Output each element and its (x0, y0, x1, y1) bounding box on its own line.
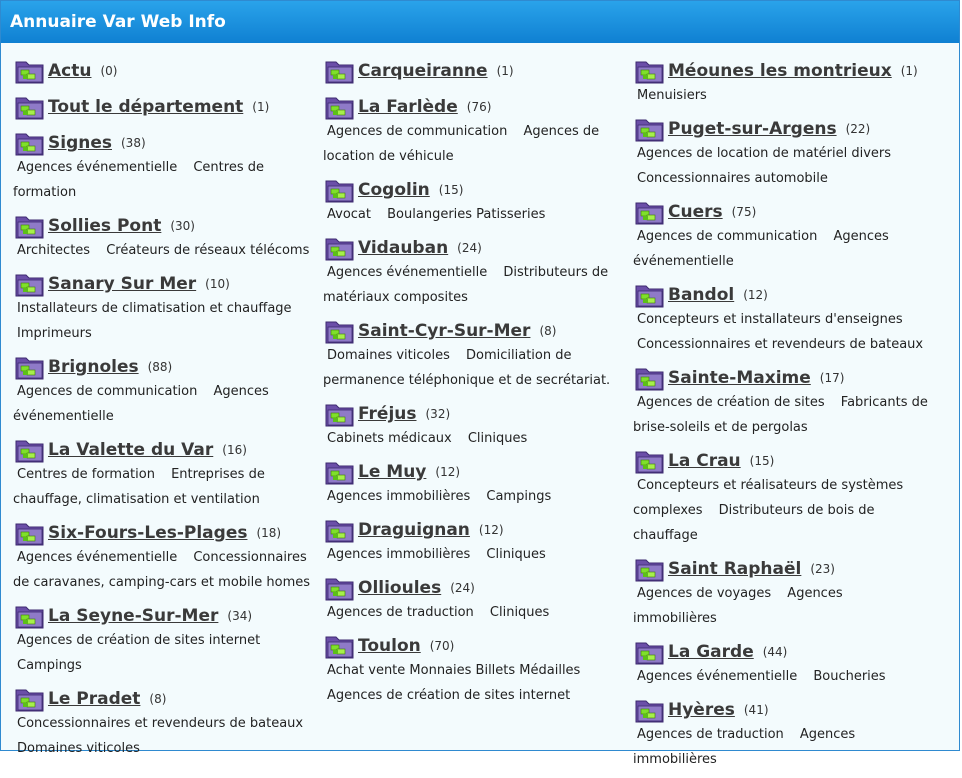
category-link[interactable]: Agences immobilières (327, 489, 471, 504)
city-link[interactable]: Draguignan (358, 520, 470, 540)
city-link[interactable]: Hyères (668, 700, 735, 720)
category-link[interactable]: Cabinets médicaux (327, 431, 452, 446)
entry-title-row (633, 554, 938, 584)
category-list (323, 119, 628, 169)
category-link[interactable]: Agences de traduction (637, 727, 784, 742)
category-link[interactable]: Cliniques (467, 431, 528, 446)
folder-icon[interactable] (325, 633, 355, 659)
category-list (13, 711, 318, 761)
folder-icon[interactable] (635, 282, 665, 308)
directory-entry (633, 280, 938, 357)
category-link[interactable]: Agences événementielle (17, 550, 178, 565)
category-link[interactable]: Agences événementielle (13, 384, 269, 424)
category-link[interactable]: Agences de communication (637, 229, 818, 244)
entry-title-row (323, 233, 628, 263)
category-link[interactable]: Concessionnaires de caravanes, camping-cars et mobile homes (13, 550, 311, 590)
entry-title-row (633, 695, 938, 725)
city-link[interactable]: Saint-Cyr-Sur-Mer (358, 321, 531, 341)
city-link[interactable]: Le Pradet (48, 689, 141, 709)
directory-column (13, 56, 318, 767)
entry-title-row (323, 92, 628, 122)
directory-entry (13, 684, 318, 761)
entry-count: (8) (539, 324, 557, 338)
city-link[interactable]: Fréjus (358, 404, 417, 424)
city-link[interactable]: Toulon (358, 636, 421, 656)
category-link[interactable]: Agences événementielle (327, 265, 488, 280)
category-list (323, 202, 628, 227)
entry-count: (15) (438, 183, 464, 197)
category-link[interactable]: Agences événementielle (17, 160, 178, 175)
city-link[interactable]: Signes (48, 133, 112, 153)
directory-entry (633, 446, 938, 548)
folder-icon[interactable] (15, 686, 45, 712)
category-link[interactable]: Entreprises de chauffage, climatisation et ventilation (13, 467, 265, 507)
category-link[interactable]: Créateurs de réseaux télécoms (106, 243, 310, 258)
category-list (633, 307, 938, 357)
category-link[interactable]: Cliniques (486, 547, 546, 562)
entry-count: (23) (810, 562, 835, 576)
category-link[interactable]: Architectes (17, 243, 91, 258)
city-link[interactable]: Ollioules (358, 578, 442, 598)
folder-icon[interactable] (635, 639, 665, 665)
folder-icon[interactable] (325, 235, 355, 261)
entry-title-row (13, 56, 318, 86)
entry-title-row (633, 56, 938, 86)
entry-count: (1) (900, 64, 918, 78)
folder-icon[interactable] (15, 271, 45, 297)
category-link[interactable]: Concessionnaires et revendeurs de bateaux (637, 337, 924, 352)
directory-entry (13, 128, 318, 205)
city-link[interactable]: La Garde (668, 642, 754, 662)
directory-entry (13, 352, 318, 429)
category-list (13, 462, 318, 512)
folder-icon[interactable] (635, 199, 665, 225)
directory-entry (633, 56, 938, 108)
category-list (633, 390, 938, 440)
entry-title-row (13, 601, 318, 631)
entry-count: (12) (435, 465, 461, 479)
entry-title-row (633, 114, 938, 144)
entry-title-row (323, 515, 628, 545)
category-link[interactable]: Agences de location de véhicule (323, 124, 600, 164)
directory-entry (323, 515, 628, 567)
entry-count: (34) (227, 609, 253, 623)
directory-entry (323, 233, 628, 310)
folder-icon[interactable] (635, 116, 665, 142)
category-link[interactable]: Installateurs de climatisation et chauffage (17, 301, 292, 316)
category-link[interactable]: Agences de location de matériel divers (637, 146, 892, 161)
directory-entry (633, 114, 938, 191)
category-list (633, 722, 938, 772)
category-link[interactable]: Agences immobilières (633, 727, 856, 767)
entry-title-row (323, 175, 628, 205)
folder-icon[interactable] (325, 401, 355, 427)
category-link[interactable]: Menuisiers (637, 88, 707, 103)
entry-count: (1) (496, 64, 514, 78)
category-list (13, 296, 318, 346)
directory-entry (323, 175, 628, 227)
category-link[interactable]: Campings (17, 658, 82, 673)
entry-count: (10) (205, 277, 230, 291)
entry-count: (88) (147, 360, 173, 374)
category-link[interactable]: Agences événementielle (633, 229, 889, 269)
category-list (323, 484, 628, 509)
directory-entry (13, 435, 318, 512)
city-link[interactable]: Puget-sur-Argens (668, 119, 837, 139)
directory-entry (633, 554, 938, 631)
category-link[interactable]: Agences de création de sites (637, 395, 825, 410)
entry-count: (32) (425, 407, 451, 421)
category-link[interactable]: Boucheries (813, 669, 886, 684)
folder-icon[interactable] (635, 697, 665, 723)
entry-title-row (13, 352, 318, 382)
category-link[interactable]: Agences de voyages (637, 586, 772, 601)
entry-count: (22) (845, 122, 871, 136)
entry-title-row (633, 280, 938, 310)
category-list (13, 238, 318, 263)
entry-title-row (323, 56, 628, 86)
entry-title-row (13, 518, 318, 548)
folder-icon[interactable] (325, 94, 355, 120)
folder-icon[interactable] (325, 177, 355, 203)
entry-count: (15) (749, 454, 775, 468)
entry-title-row (633, 446, 938, 476)
folder-icon[interactable] (15, 130, 45, 156)
entry-title-row (13, 684, 318, 714)
category-link[interactable]: Agences de traduction (327, 605, 474, 620)
category-link[interactable]: Campings (486, 489, 552, 504)
category-link[interactable]: Centres de formation (13, 160, 264, 200)
directory-entry (13, 601, 318, 678)
category-link[interactable]: Fabricants de brise-soleils et de pergolas (633, 395, 928, 435)
category-link[interactable]: Concessionnaires automobile (637, 171, 828, 186)
folder-icon[interactable] (325, 575, 355, 601)
category-link[interactable]: Cliniques (489, 605, 550, 620)
folder-icon[interactable] (635, 448, 665, 474)
city-link[interactable]: La Valette du Var (48, 440, 214, 460)
entry-title-row (323, 631, 628, 661)
category-list (323, 658, 628, 708)
city-link[interactable]: Brignoles (48, 357, 139, 377)
entry-count: (16) (222, 443, 247, 457)
category-link[interactable]: Agences de création de sites internet (327, 688, 571, 703)
category-list (323, 542, 628, 567)
city-link[interactable]: Carqueiranne (358, 61, 488, 81)
entry-count: (1) (252, 100, 270, 114)
category-link[interactable]: Distributeurs de bois de chauffage (633, 503, 875, 543)
folder-icon[interactable] (635, 365, 665, 391)
category-list (13, 155, 318, 205)
folder-icon[interactable] (15, 354, 45, 380)
category-list (633, 141, 938, 191)
category-link[interactable]: Domaines viticoles (17, 741, 140, 756)
entry-count: (24) (450, 581, 475, 595)
directory-entry (323, 92, 628, 169)
directory-entry (323, 573, 628, 625)
category-link[interactable]: Boulangeries Patisseries (387, 207, 546, 222)
entry-title-row (323, 399, 628, 429)
entry-count: (75) (731, 205, 757, 219)
entry-title-row (13, 269, 318, 299)
folder-icon[interactable] (15, 58, 45, 84)
directory-entry (13, 518, 318, 595)
city-link[interactable]: La Farlède (358, 97, 458, 117)
city-link[interactable]: Bandol (668, 285, 735, 305)
directory-entry (13, 92, 318, 122)
folder-icon[interactable] (325, 517, 355, 543)
entry-title-row (633, 363, 938, 393)
category-link[interactable]: Agences de création de sites internet (17, 633, 261, 648)
folder-icon[interactable] (325, 58, 355, 84)
panel-header: Annuaire Var Web Info (1, 1, 959, 43)
directory-entry (323, 56, 628, 86)
entry-title-row (13, 128, 318, 158)
entry-title-row (633, 637, 938, 667)
category-link[interactable]: Centres de formation (17, 467, 155, 482)
category-list (633, 224, 938, 274)
entry-count: (8) (149, 692, 167, 706)
entry-title-row (633, 197, 938, 227)
category-list (633, 473, 938, 548)
city-link[interactable]: Sainte-Maxime (668, 368, 811, 388)
folder-icon[interactable] (15, 520, 45, 546)
entry-count: (12) (478, 523, 504, 537)
category-list (633, 83, 938, 108)
entry-count: (30) (170, 219, 195, 233)
category-list (323, 426, 628, 451)
directory-entry (13, 56, 318, 86)
category-list (13, 628, 318, 678)
directory-entry (633, 637, 938, 689)
city-link[interactable]: Cuers (668, 202, 723, 222)
category-link[interactable]: Agences événementielle (637, 669, 798, 684)
category-link[interactable]: Agences immobilières (327, 547, 471, 562)
category-link[interactable]: Agences de communication (17, 384, 198, 399)
category-link[interactable]: Agences de communication (327, 124, 508, 139)
entry-count: (41) (743, 703, 769, 717)
entry-title-row (323, 573, 628, 603)
category-link[interactable]: Domiciliation de permanence téléphonique et de secrétariat. (323, 348, 611, 388)
folder-icon[interactable] (15, 94, 45, 120)
entry-title-row (13, 92, 318, 122)
directory-entry (323, 457, 628, 509)
category-list (13, 379, 318, 429)
entry-count: (38) (121, 136, 146, 150)
folder-icon[interactable] (325, 459, 355, 485)
entry-title-row (13, 435, 318, 465)
entry-title-row (323, 316, 628, 346)
city-link[interactable]: Cogolin (358, 180, 430, 200)
city-link[interactable]: La Seyne-Sur-Mer (48, 606, 219, 626)
directory-column (323, 56, 628, 714)
category-link[interactable]: Agences immobilières (633, 586, 843, 626)
folder-icon[interactable] (15, 603, 45, 629)
city-link[interactable]: Méounes les montrieux (668, 61, 892, 81)
city-link[interactable]: Actu (48, 61, 92, 81)
directory-entry (13, 269, 318, 346)
category-link[interactable]: Concepteurs et installateurs d'enseignes (637, 312, 903, 327)
directory-column (633, 56, 938, 778)
category-list (633, 664, 938, 689)
city-link[interactable]: Le Muy (358, 462, 427, 482)
city-link[interactable]: Saint Raphaël (668, 559, 802, 579)
category-list (13, 545, 318, 595)
category-link[interactable]: Concessionnaires et revendeurs de bateaux (17, 716, 304, 731)
entry-count: (76) (466, 100, 492, 114)
directory-entry (633, 363, 938, 440)
city-link[interactable]: Sollies Pont (48, 216, 162, 236)
entry-count: (17) (819, 371, 845, 385)
folder-icon[interactable] (15, 213, 45, 239)
directory-entry (633, 197, 938, 274)
entry-count: (24) (457, 241, 482, 255)
category-link[interactable]: Concepteurs et réalisateurs de systèmes complexes (633, 478, 904, 518)
category-list (323, 600, 628, 625)
folder-icon[interactable] (635, 556, 665, 582)
directory-entry (323, 399, 628, 451)
entry-count: (44) (762, 645, 788, 659)
city-link[interactable]: Vidauban (358, 238, 449, 258)
category-link[interactable]: Domaines viticoles (327, 348, 450, 363)
folder-icon[interactable] (325, 318, 355, 344)
directory-entry (323, 631, 628, 708)
city-link[interactable]: La Crau (668, 451, 741, 471)
entry-title-row (323, 457, 628, 487)
category-link[interactable]: Avocat (327, 207, 371, 222)
category-list (323, 343, 628, 393)
directory-entry (633, 695, 938, 772)
category-link[interactable]: Imprimeurs (17, 326, 92, 341)
entry-count: (12) (743, 288, 768, 302)
entry-title-row (13, 211, 318, 241)
city-link[interactable]: Sanary Sur Mer (48, 274, 197, 294)
city-link[interactable]: Six-Fours-Les-Plages (48, 523, 248, 543)
entry-count: (18) (256, 526, 282, 540)
category-list (323, 260, 628, 310)
entry-count: (70) (429, 639, 455, 653)
category-list (633, 581, 938, 631)
directory-entry (13, 211, 318, 263)
directory-entry (323, 316, 628, 393)
category-link[interactable]: Achat vente Monnaies Billets Médailles (327, 663, 581, 678)
category-link[interactable]: Distributeurs de matériaux composites (323, 265, 609, 305)
city-link[interactable]: Tout le département (48, 97, 244, 117)
folder-icon[interactable] (635, 58, 665, 84)
entry-count: (0) (100, 64, 118, 78)
folder-icon[interactable] (15, 437, 45, 463)
